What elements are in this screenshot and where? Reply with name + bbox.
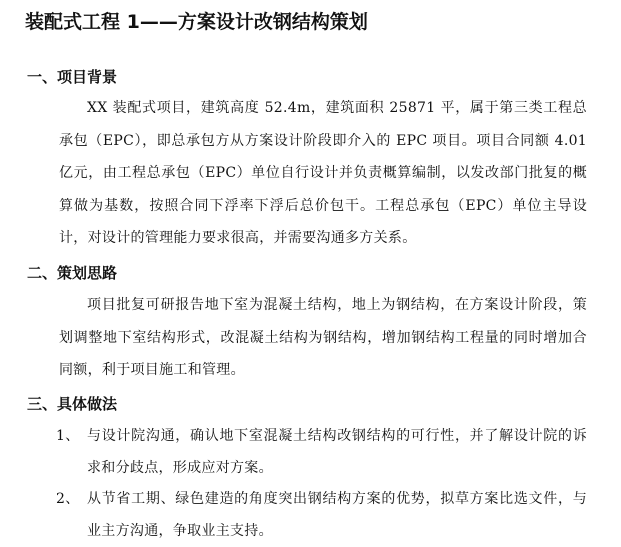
- section-heading-methods: 三、具体做法: [27, 395, 118, 413]
- document-title: 装配式工程 1——方案设计改钢结构策划: [25, 11, 368, 33]
- list-item-text: 从节省工期、绿色建造的角度突出钢结构方案的优势，拟草方案比选文件，与业主方沟通，争取业主支持。: [87, 491, 587, 539]
- list-item-text: 与设计院沟通，确认地下室混凝土结构改钢结构的可行性，并了解设计院的诉求和分歧点，形成应对方案。: [87, 428, 587, 476]
- list-item-number: 1、: [56, 428, 80, 444]
- list-item: [56, 484, 587, 547]
- list-item: [56, 421, 587, 484]
- section-heading-approach: 二、策划思路: [27, 264, 118, 282]
- section-heading-background: 一、项目背景: [27, 68, 118, 86]
- section-paragraph-background: XX 装配式项目，建筑高度 52.4m，建筑面积 25871 平，属于第三类工程总承包（EPC），即总承包方从方案设计阶段即介入的 EPC 项目。项目合同额 4.01 亿元，由工程总承包（EPC）单位自行设计并负责概算编制，以发改部门批复的概算做为基数，按照合同下浮率下浮后总价包干。工程总承包（EPC）单位主导设计，对设计的管理能力要求很高，并需要沟通多方关系。: [59, 100, 587, 247]
- section-paragraph-approach: 项目批复可研报告地下室为混凝土结构，地上为钢结构，在方案设计阶段，策划调整地下室结构形式，改混凝土结构为钢结构，增加钢结构工程量的同时增加合同额，利于项目施工和管理。: [59, 297, 587, 379]
- list-item-number: 2、: [56, 491, 80, 507]
